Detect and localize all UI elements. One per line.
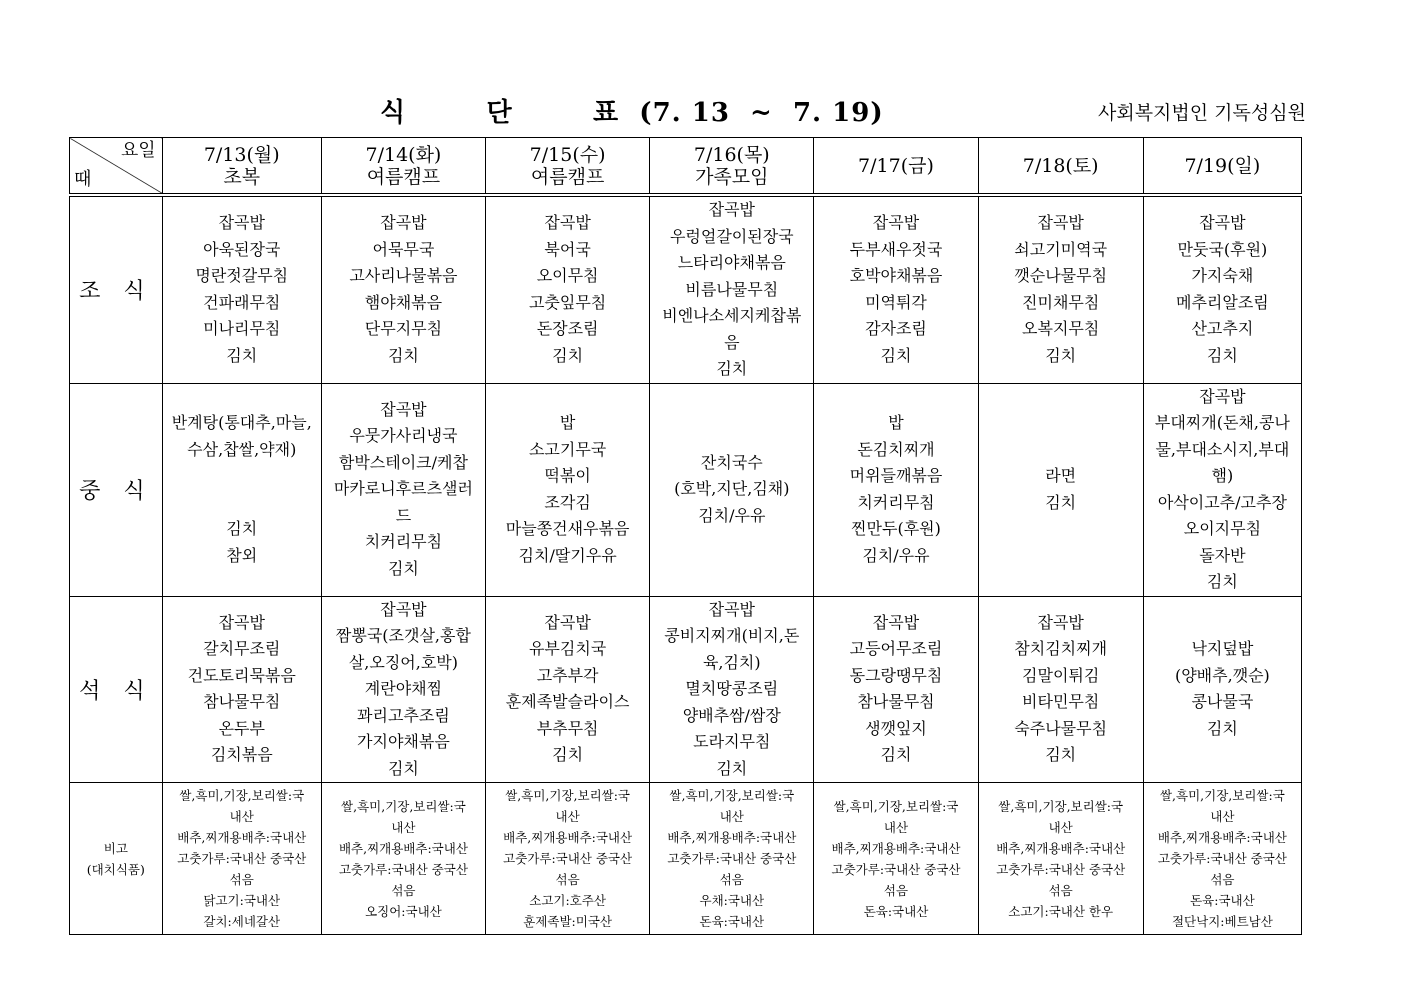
menu-item: 소고기무국	[528, 439, 607, 459]
menu-item: 콩비지찌개(비지,돈	[664, 626, 800, 645]
menu-item: 호박야채볶음	[849, 266, 943, 286]
corner-day-label: 요일	[120, 140, 156, 161]
corner-cell	[70, 138, 163, 196]
menu-cell	[486, 383, 650, 596]
origin-cell	[486, 783, 650, 935]
menu-item: 낙지덮밥	[1191, 639, 1254, 659]
origin-item: 쌀,흑미,기장,보리쌀:국	[505, 788, 631, 803]
menu-item: 김말이튀김	[1022, 665, 1100, 685]
origin-item: 닭고기:국내산	[203, 893, 281, 908]
day-header	[814, 138, 978, 196]
menu-item: 가지야채볶음	[357, 732, 450, 751]
menu-item: 오이지무침	[1183, 519, 1262, 538]
menu-item: 조각김	[544, 492, 591, 512]
dinner-row	[70, 596, 1302, 783]
menu-item: 진미채무침	[1022, 292, 1100, 312]
day-header	[650, 138, 814, 196]
origin-item: 내산	[883, 819, 909, 835]
origin-item: 배추,찌개용배추:국내산	[338, 840, 468, 856]
menu-item: 도라지무침	[693, 732, 771, 751]
menu-item: 김치	[552, 745, 584, 765]
menu-item: 짬뽕국(조갯살,홍합	[335, 626, 471, 645]
origin-cell	[814, 783, 978, 935]
menu-item: 어묵무국	[372, 239, 435, 259]
menu-item: 미나리무침	[203, 319, 281, 339]
menu-item: 오복지무침	[1022, 319, 1100, 339]
menu-item: 김치	[716, 359, 748, 378]
notes-row	[70, 783, 1302, 935]
menu-cell	[321, 596, 485, 783]
menu-item: 우렁얼갈이된장국	[669, 226, 794, 246]
day-header	[978, 138, 1143, 196]
breakfast-label: 조 식	[70, 195, 163, 383]
origin-item: 쌀,흑미,기장,보리쌀:국	[1159, 788, 1285, 803]
origin-item: 내산	[555, 809, 580, 824]
menu-item: (호박,지단,김채)	[674, 479, 790, 499]
menu-item: 반계탕(통대추,마늘,	[171, 413, 312, 432]
menu-item: 만둣국(후원)	[1177, 239, 1268, 259]
menu-item: 아욱된장국	[203, 239, 281, 259]
menu-item	[163, 490, 321, 517]
menu-item: 오이무침	[536, 266, 599, 286]
origin-item: 고춧가루:국내산 중국산	[667, 851, 797, 866]
menu-item: 잡곡밥	[872, 612, 920, 632]
menu-item: 두부새우젓국	[849, 239, 943, 259]
origin-item: 절단낙지:베트남산	[1171, 914, 1273, 929]
menu-item: 동그랑땡무침	[849, 665, 943, 685]
menu-item: 단무지무침	[364, 319, 443, 339]
menu-item: 참나물무침	[857, 692, 935, 712]
menu-cell	[486, 596, 650, 783]
origin-item: 돈육:국내산	[699, 914, 765, 929]
menu-item: 산고추지	[1191, 319, 1254, 339]
menu-item: 김치	[226, 519, 258, 538]
menu-item: 김치	[387, 558, 419, 578]
origin-item: 배추,찌개용배추:국내산	[996, 840, 1126, 856]
day-note: 가족모임	[695, 165, 769, 188]
menu-item: 햄야채볶음	[364, 292, 443, 312]
menu-cell	[162, 195, 321, 383]
menu-item: 꽈리고추조림	[357, 705, 450, 725]
menu-item: 온두부	[218, 718, 265, 738]
menu-cell	[978, 195, 1143, 383]
origin-item: 소고기:국내산 한우	[1008, 903, 1114, 919]
origin-item: 쌀,흑미,기장,보리쌀:국	[341, 798, 466, 814]
menu-item: 잡곡밥	[1199, 386, 1246, 406]
menu-item: 콩나물국	[1191, 692, 1254, 712]
origin-item: 내산	[391, 819, 416, 835]
menu-item: 김치/우유	[698, 505, 766, 525]
menu-cell	[1143, 195, 1301, 383]
menu-item: 잡곡밥	[218, 612, 265, 632]
menu-item: 우뭇가사리냉국	[349, 426, 458, 446]
menu-item: 미역튀각	[865, 292, 927, 312]
menu-item: 숙주나물무침	[1014, 718, 1108, 738]
menu-item: 잡곡밥	[218, 213, 265, 233]
day-date: 7/13(월)	[203, 143, 280, 166]
origin-cell	[162, 783, 321, 935]
menu-cell	[486, 195, 650, 383]
breakfast-row	[70, 195, 1302, 383]
menu-cell	[321, 383, 485, 596]
origin-item: 소고기:호주산	[529, 893, 606, 908]
menu-item: 비타민무침	[1022, 692, 1100, 712]
day-note: 초복	[223, 165, 261, 188]
menu-item: 메추리알조림	[1176, 292, 1269, 312]
menu-item: 양배추쌈/쌈장	[682, 705, 781, 725]
menu-item: 갈치무조림	[203, 639, 281, 659]
menu-item: 고사리나물볶음	[349, 266, 458, 286]
menu-item: 물,부대소시지,부대	[1155, 439, 1290, 459]
menu-item: 김치	[1206, 718, 1238, 738]
lunch-label: 중 식	[70, 383, 163, 596]
menu-cell	[162, 383, 321, 596]
menu-item: 훈제족발슬라이스	[505, 692, 630, 712]
menu-item: 김치	[716, 758, 748, 778]
menu-item: 잡곡밥	[1037, 612, 1084, 632]
menu-item: 쇠고기미역국	[1014, 239, 1108, 259]
menu-cell	[162, 596, 321, 783]
menu-item: 라면	[1045, 466, 1077, 485]
menu-item: 김치	[387, 345, 419, 365]
menu-item: 가지숙채	[1191, 266, 1254, 286]
menu-item: 잡곡밥	[708, 599, 755, 619]
menu-item: 잡곡밥	[380, 213, 427, 233]
menu-item: 육,김치)	[702, 652, 761, 672]
organization-name: 사회복지법인 기독성심원	[1098, 102, 1306, 124]
origin-item: 섞음	[719, 872, 744, 887]
menu-item: 김치	[226, 345, 258, 365]
menu-item: 김치볶음	[210, 745, 273, 765]
menu-item: 유부김치국	[528, 639, 607, 659]
menu-item: 떡볶이	[544, 466, 591, 485]
menu-item: 돈장조림	[536, 319, 599, 339]
menu-item: 참외	[226, 545, 258, 565]
menu-item: 깻순나물무침	[1014, 266, 1108, 286]
menu-cell	[321, 195, 485, 383]
menu-item: 잡곡밥	[544, 612, 591, 632]
menu-item: 밥	[888, 413, 904, 432]
menu-item: 김치	[1045, 745, 1077, 765]
menu-item: 김치	[1206, 345, 1238, 365]
menu-item: 부추무침	[536, 718, 599, 738]
menu-cell	[1143, 383, 1301, 596]
menu-item: 밥	[559, 413, 576, 432]
menu-cell	[978, 596, 1143, 783]
menu-item: 김치	[1045, 492, 1077, 512]
menu-item: 잡곡밥	[544, 213, 591, 233]
menu-table	[69, 137, 1302, 935]
menu-item: 잡곡밥	[1037, 213, 1084, 233]
dinner-label: 석 식	[70, 596, 163, 783]
origin-item: 배추,찌개용배추:국내산	[503, 830, 633, 845]
origin-item: 배추,찌개용배추:국내산	[1157, 830, 1287, 845]
origin-item: 내산	[1048, 819, 1073, 835]
origin-item: 배추,찌개용배추:국내산	[177, 830, 307, 845]
menu-item: 고등어무조림	[849, 639, 943, 659]
origin-cell	[978, 783, 1143, 935]
origin-item: 내산	[229, 809, 254, 824]
menu-item: 잔치국수	[700, 452, 763, 472]
menu-item: 비름나물무침	[685, 279, 779, 299]
menu-item: 감자조림	[865, 319, 927, 339]
menu-item: 햄)	[1211, 466, 1234, 485]
origin-item: 고춧가루:국내산 중국산	[503, 851, 633, 866]
origin-item: 섞음	[391, 882, 416, 898]
origin-cell	[321, 783, 485, 935]
menu-item: 마카로니후르츠샐러	[333, 479, 473, 499]
origin-item: 우채:국내산	[699, 893, 765, 908]
origin-item: 돈육:국내산	[863, 903, 929, 919]
notes-label-line: 비고	[103, 840, 128, 856]
origin-item: 고춧가루:국내산 중국산	[1157, 851, 1287, 866]
menu-cell	[978, 383, 1143, 596]
menu-item: 김치	[552, 345, 584, 365]
day-date: 7/15(수)	[529, 143, 606, 166]
origin-item: 쌀,흑미,기장,보리쌀:국	[998, 798, 1124, 814]
origin-item: 고춧가루:국내산 중국산	[338, 861, 468, 877]
menu-item: 김치/우유	[862, 545, 930, 565]
menu-item: 마늘쫑건새우볶음	[505, 519, 630, 538]
menu-item: 김치	[1045, 345, 1077, 365]
origin-item: 섞음	[883, 882, 909, 898]
day-note: 여름캠프	[530, 165, 605, 188]
day-date: 7/19(일)	[1184, 154, 1261, 177]
menu-item: 참치김치찌개	[1014, 639, 1108, 659]
menu-item: 북어국	[544, 239, 591, 259]
menu-item: 느타리야채볶음	[677, 253, 786, 272]
menu-item: 음	[724, 332, 740, 352]
menu-item	[163, 463, 321, 490]
menu-cell	[650, 596, 814, 783]
origin-item: 고춧가루:국내산 중국산	[177, 851, 307, 866]
menu-cell	[650, 383, 814, 596]
origin-cell	[1143, 783, 1301, 935]
origin-item: 쌀,흑미,기장,보리쌀:국	[669, 788, 795, 803]
menu-item: 부대찌개(돈채,콩나	[1154, 413, 1290, 432]
menu-item: 잡곡밥	[872, 213, 920, 233]
menu-item: (양배추,깻순)	[1174, 665, 1270, 685]
menu-item: 건파래무침	[203, 292, 281, 312]
menu-item: 머위들깨볶음	[849, 466, 943, 485]
notes-label	[70, 783, 163, 935]
day-header	[162, 138, 321, 196]
origin-item: 고춧가루:국내산 중국산	[831, 861, 961, 877]
menu-item: 수삼,찹쌀,약재)	[187, 439, 297, 459]
origin-item: 섞음	[229, 872, 254, 887]
origin-item: 쌀,흑미,기장,보리쌀:국	[833, 798, 959, 814]
menu-item: 멸치땅콩조림	[685, 679, 779, 698]
origin-item: 고춧가루:국내산 중국산	[996, 861, 1126, 877]
menu-item: 계란야채찜	[364, 679, 443, 698]
notes-label-line: (대치식품)	[86, 861, 145, 877]
header-row	[70, 138, 1302, 196]
menu-item: 치커리무침	[857, 492, 935, 512]
menu-item: 살,오징어,호박)	[348, 652, 458, 672]
menu-item: 김치	[880, 745, 912, 765]
origin-cell	[650, 783, 814, 935]
menu-item: 찐만두(후원)	[851, 519, 941, 538]
day-header	[1143, 138, 1301, 196]
day-date: 7/17(금)	[858, 154, 934, 177]
menu-item: 김치	[880, 345, 912, 365]
menu-item: 김치/딸기우유	[518, 545, 617, 565]
day-date: 7/18(토)	[1022, 154, 1099, 177]
origin-item: 섞음	[555, 872, 580, 887]
menu-item: 명란젓갈무침	[195, 266, 289, 286]
page-title: 식 단 표 (7. 13 ~ 7. 19)	[380, 98, 884, 128]
origin-item: 내산	[719, 809, 744, 824]
day-header	[486, 138, 650, 196]
menu-item: 돈김치찌개	[857, 439, 935, 459]
menu-item: 돌자반	[1199, 545, 1246, 565]
menu-cell	[1143, 596, 1301, 783]
origin-item: 오징어:국내산	[365, 903, 442, 919]
origin-item: 섞음	[1048, 882, 1073, 898]
menu-item: 치커리무침	[364, 532, 443, 552]
origin-item: 내산	[1210, 809, 1235, 824]
menu-item: 고춧잎무침	[528, 292, 607, 312]
origin-item: 돈육:국내산	[1190, 893, 1255, 908]
origin-item: 배추,찌개용배추:국내산	[667, 830, 797, 845]
menu-item: 드	[395, 505, 412, 525]
origin-item: 갈치:세네갈산	[203, 914, 281, 929]
origin-item: 훈제족발:미국산	[523, 914, 612, 929]
menu-item: 건도토리묵볶음	[187, 665, 296, 685]
menu-item: 잡곡밥	[708, 200, 755, 219]
day-header	[321, 138, 485, 196]
menu-item: 김치	[387, 758, 419, 778]
origin-item: 배추,찌개용배추:국내산	[831, 840, 961, 856]
menu-cell	[814, 596, 978, 783]
menu-item: 고추부각	[536, 665, 599, 685]
menu-item: 잡곡밥	[1199, 213, 1246, 233]
origin-item: 쌀,흑미,기장,보리쌀:국	[179, 788, 305, 803]
menu-item: 생깻잎지	[865, 718, 927, 738]
menu-item: 참나물무침	[203, 692, 281, 712]
origin-item: 섞음	[1210, 872, 1235, 887]
menu-item: 비엔나소세지케찹볶	[662, 306, 802, 325]
day-date: 7/16(목)	[693, 143, 770, 166]
menu-item: 잡곡밥	[380, 599, 427, 619]
menu-item: 잡곡밥	[380, 399, 427, 419]
day-date: 7/14(화)	[365, 143, 442, 166]
lunch-row	[70, 383, 1302, 596]
menu-cell	[814, 195, 978, 383]
menu-item: 함박스테이크/케찹	[338, 452, 468, 472]
menu-item: 김치	[1206, 572, 1238, 591]
menu-cell	[814, 383, 978, 596]
menu-item: 아삭이고추/고추장	[1157, 492, 1287, 512]
corner-meal-label: 때	[74, 169, 92, 190]
menu-cell	[650, 195, 814, 383]
day-note: 여름캠프	[366, 165, 441, 188]
